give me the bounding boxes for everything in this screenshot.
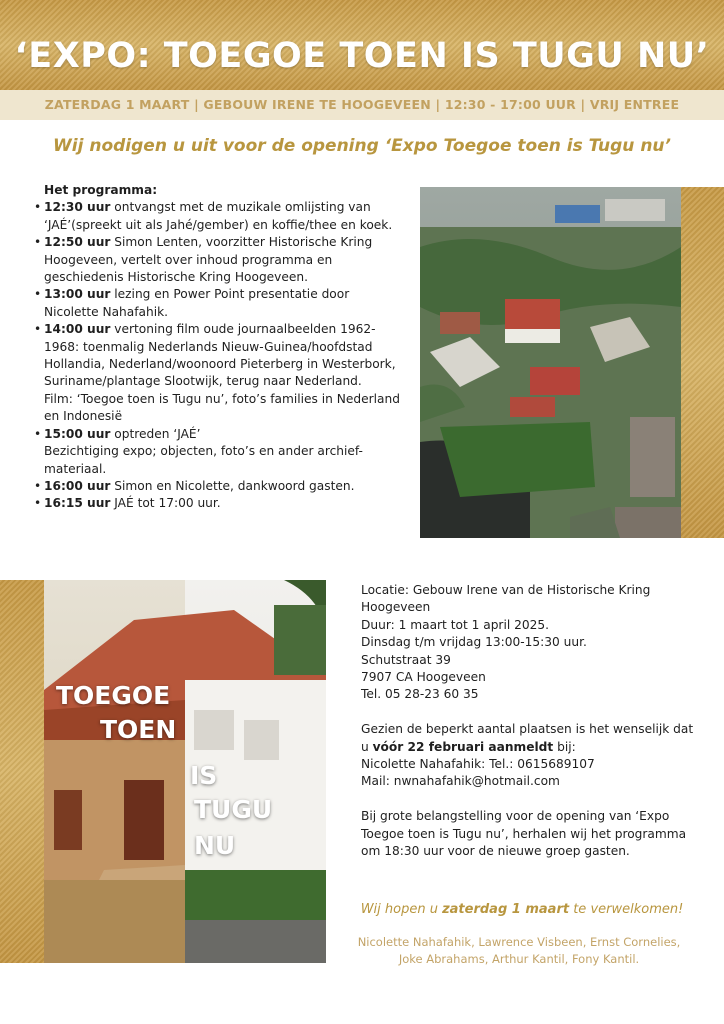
street-address: Schutstraat 39 (361, 652, 451, 667)
program-text: lezing en Power Point presentatie door Nicolette Nahafahik. (44, 287, 350, 319)
overlay-is: IS (190, 761, 218, 790)
names-line: Nicolette Nahafahik, Lawrence Visbeen, Ernst Cornelies, (357, 935, 681, 949)
program-text: optreden ‘JAÉ’ (110, 426, 201, 441)
invitation-line: Wij nodigen u uit voor de opening ‘Expo Toegoe toen is Tugu nu’ (53, 136, 671, 156)
program-list (34, 199, 406, 512)
location-line: Locatie: Gebouw Irene van de Historische Kring Hoogeveen (361, 583, 651, 615)
gold-strip-left (0, 580, 44, 963)
overlay-nu: NU (194, 831, 236, 860)
program-item (34, 321, 406, 391)
program-time: 12:50 uur (44, 235, 111, 250)
program-time: 13:00 uur (44, 287, 111, 302)
program-item (34, 495, 406, 512)
program-text: vertoning film oude journaalbeelden 1962-1968: toenmalig Nederlands Nieuw-Guinea/hoofdstad Hollandia, Nederland/woonoord Pieterberg in Westerbork, Suriname/plantage Slootwijk, terug naar Nederland. (44, 322, 396, 389)
names-line: Joke Abrahams, Arthur Kantil, Fony Kantil. (398, 952, 640, 966)
program-text: JAÉ tot 17:00 uur. (110, 496, 221, 511)
program-text: Bezichtiging expo; objecten, foto’s en ander archief-materiaal. (44, 444, 363, 476)
program-text: Simon Lenten, voorzitter Historische Kring Hoogeveen, vertelt over inhoud programma en geschiedenis Historische Kring Hoogeveen. (44, 235, 373, 285)
program-text: Film: ‘Toegoe toen is Tugu nu’, foto’s families in Nederland en Indonesië (44, 391, 400, 424)
overlay-toen: TOEN (100, 715, 177, 744)
overlay-tugu: TUGU (194, 795, 273, 824)
program-item (34, 286, 406, 321)
organizer-names (344, 934, 694, 968)
program-text: ontvangst met de muzikale omlijsting van ‘JAÉ’(spreekt uit als Jahé/gember) en koffie/thee en koek. (44, 200, 393, 232)
program-text: Simon en Nicolette, dankwoord gasten. (110, 478, 355, 493)
program-time: 14:00 uur (44, 322, 111, 337)
duration-line: Duur: 1 maart tot 1 april 2025. (361, 617, 549, 632)
phone-number: Tel. 05 28-23 60 35 (361, 687, 479, 702)
program-item (34, 234, 406, 286)
registration-text: Gezien de beperkt aantal plaatsen is het wenselijk dat u vóór 22 februari aanmeldt bij: (361, 722, 694, 754)
program-section (34, 182, 406, 513)
closing-date: zaterdag 1 maart (442, 902, 570, 917)
overlay-toegoe: TOEGOE (56, 681, 171, 710)
registration-deadline: vóór 22 februari aanmeldt (372, 739, 554, 754)
repeat-note: Bij grote belangstelling voor de opening van ‘Expo Toegoe toen is Tugu nu’, herhalen wij het programma om 18:30 uur voor de nieuwe groep gasten. (361, 809, 687, 859)
contact-phone: Nicolette Nahafahik: Tel.: 0615689107 (361, 757, 595, 772)
program-item (34, 478, 406, 495)
contact-mail: Mail: nwnahafahik@hotmail.com (361, 774, 560, 789)
opening-hours: Dinsdag t/m vrijdag 13:00-15:30 uur. (361, 635, 587, 650)
program-item (34, 391, 406, 426)
aerial-photo (420, 187, 681, 538)
program-time: 15:00 uur (44, 426, 111, 441)
program-time: 16:00 uur (44, 478, 111, 493)
building-photo-image (44, 580, 326, 963)
program-heading: Het programma: (44, 183, 158, 197)
page-title: ‘EXPO: TOEGOE TOEN IS TUGU NU’ (14, 36, 710, 76)
program-item (34, 199, 406, 234)
postal-address: 7907 CA Hoogeveen (361, 670, 486, 685)
program-item (34, 426, 406, 443)
building-photo (44, 580, 326, 963)
program-time: 12:30 uur (44, 200, 111, 215)
program-item (34, 443, 406, 478)
program-time: 16:15 uur (44, 496, 111, 511)
gold-strip-right (680, 187, 724, 538)
event-info: ZATERDAG 1 MAART | GEBOUW IRENE TE HOOGEVEEN | 12:30 - 17:00 UUR | VRIJ ENTREE (44, 97, 680, 112)
closing-line: Wij hopen u zaterdag 1 maart te verwelkomen! (360, 902, 684, 917)
location-section (361, 582, 701, 860)
